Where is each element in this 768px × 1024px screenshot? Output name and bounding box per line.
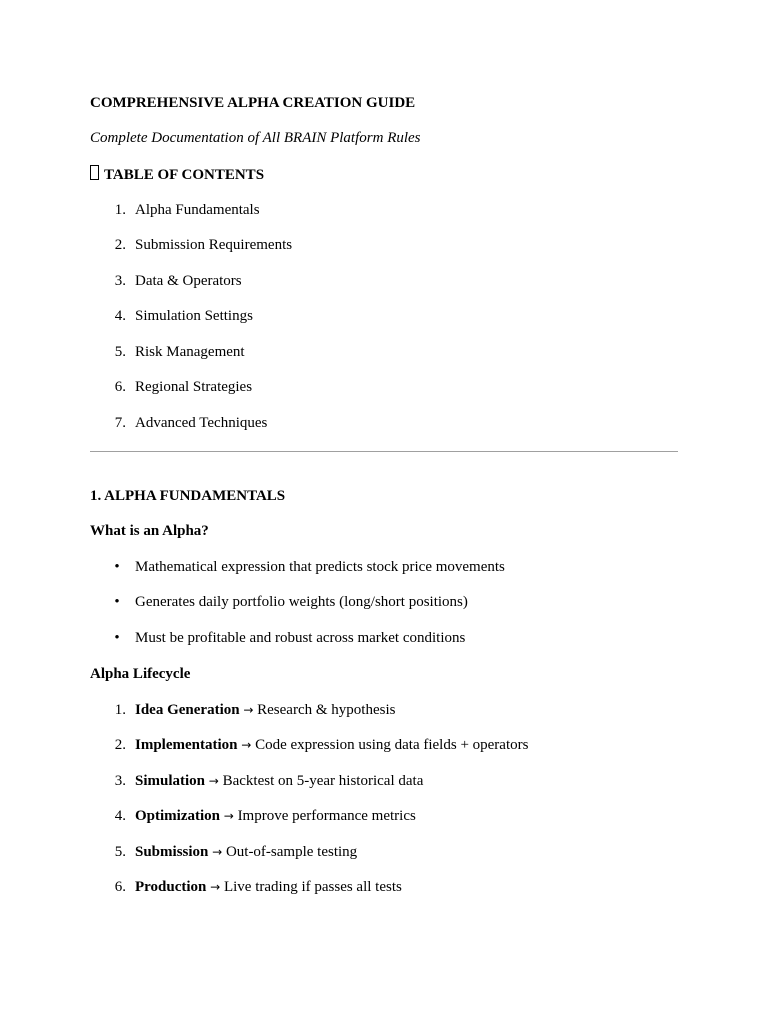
toc-heading: TABLE OF CONTENTS bbox=[104, 167, 265, 183]
toc-item-number: 1. bbox=[114, 202, 126, 218]
section-heading: 1. ALPHA FUNDAMENTALS bbox=[90, 488, 286, 504]
lifecycle-term: Simulation bbox=[135, 773, 206, 789]
lifecycle-number: 5. bbox=[114, 844, 126, 860]
toc-heading-line bbox=[90, 165, 264, 184]
toc-item-number: 2. bbox=[114, 237, 126, 253]
bullet-text: Mathematical expression that predicts stock price movements bbox=[135, 559, 505, 575]
lifecycle-number: 3. bbox=[114, 773, 126, 789]
toc-item-number: 4. bbox=[114, 308, 126, 324]
toc-item-label: Submission Requirements bbox=[135, 237, 293, 253]
subsection-heading-what-is-alpha: What is an Alpha? bbox=[90, 523, 209, 539]
lifecycle-term: Implementation bbox=[135, 737, 238, 753]
toc-item-label: Data & Operators bbox=[135, 273, 242, 289]
document-title: COMPREHENSIVE ALPHA CREATION GUIDE bbox=[90, 95, 416, 111]
lifecycle-number: 6. bbox=[114, 879, 126, 895]
lifecycle-desc: Backtest on 5-year historical data bbox=[222, 773, 424, 789]
document-subtitle: Complete Documentation of All BRAIN Platform Rules bbox=[90, 130, 421, 146]
lifecycle-text bbox=[135, 843, 357, 861]
lifecycle-desc: Out-of-sample testing bbox=[225, 844, 358, 860]
lifecycle-term: Idea Generation bbox=[135, 702, 240, 718]
toc-item-label: Alpha Fundamentals bbox=[135, 202, 260, 218]
toc-item-number: 7. bbox=[114, 415, 126, 431]
lifecycle-desc: Research & hypothesis bbox=[257, 702, 396, 718]
lifecycle-text bbox=[135, 878, 402, 896]
toc-item-number: 3. bbox=[114, 273, 126, 289]
bullet-text: Must be profitable and robust across market conditions bbox=[135, 630, 466, 646]
lifecycle-term: Submission bbox=[135, 844, 209, 860]
lifecycle-desc: Live trading if passes all tests bbox=[223, 879, 402, 895]
lifecycle-desc: Improve performance metrics bbox=[237, 808, 416, 824]
bullet-icon: • bbox=[114, 630, 120, 646]
lifecycle-number: 2. bbox=[114, 737, 126, 753]
horizontal-divider bbox=[90, 451, 678, 452]
lifecycle-number: 4. bbox=[114, 808, 126, 824]
toc-item-label: Risk Management bbox=[135, 344, 245, 360]
lifecycle-desc: Code expression using data fields + operators bbox=[255, 737, 529, 753]
bullet-icon: • bbox=[114, 559, 120, 575]
toc-item-number: 5. bbox=[114, 344, 126, 360]
bullet-text: Generates daily portfolio weights (long/short positions) bbox=[135, 594, 468, 610]
lifecycle-term: Optimization bbox=[135, 808, 220, 824]
document-page bbox=[90, 0, 678, 1024]
arrow-right-icon: → bbox=[243, 703, 254, 717]
bullet-icon: • bbox=[114, 594, 120, 610]
subsection-heading-lifecycle: Alpha Lifecycle bbox=[90, 666, 191, 682]
lifecycle-text bbox=[135, 736, 528, 754]
toc-item-number: 6. bbox=[114, 379, 126, 395]
arrow-right-icon: → bbox=[208, 774, 219, 788]
missing-glyph-icon bbox=[90, 165, 99, 180]
lifecycle-text bbox=[135, 772, 423, 790]
toc-item-label: Advanced Techniques bbox=[135, 415, 268, 431]
arrow-right-icon: → bbox=[212, 845, 223, 859]
lifecycle-text bbox=[135, 701, 395, 719]
arrow-right-icon: → bbox=[223, 809, 234, 823]
lifecycle-number: 1. bbox=[114, 702, 126, 718]
toc-item-label: Regional Strategies bbox=[135, 379, 253, 395]
lifecycle-term: Production bbox=[135, 879, 207, 895]
arrow-right-icon: → bbox=[210, 880, 221, 894]
arrow-right-icon: → bbox=[241, 738, 252, 752]
toc-item-label: Simulation Settings bbox=[135, 308, 253, 324]
lifecycle-text bbox=[135, 807, 416, 825]
